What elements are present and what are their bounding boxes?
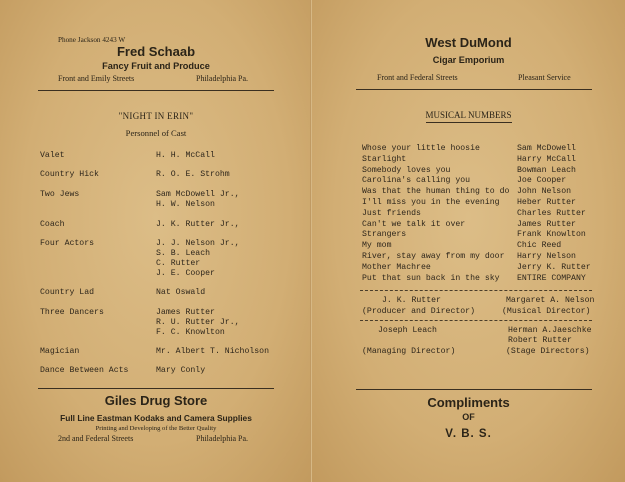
fred-schaab-city: Philadelphia Pa.: [196, 74, 248, 83]
song-performer: Harry McCall: [517, 154, 576, 164]
cast-actor: Mary Conly: [156, 366, 206, 375]
cast-actor: H. H. McCall: [156, 151, 215, 160]
cast-actor: Sam McDowell Jr.,: [156, 190, 240, 199]
song-title: River, stay away from my door: [362, 252, 505, 261]
giles-address: 2nd and Federal Streets: [58, 434, 134, 443]
giles-city: Philadelphia Pa.: [196, 434, 248, 443]
cast-role-dance-between-acts: Dance Between Acts: [40, 366, 129, 375]
top-divider: [38, 90, 274, 91]
stage-directors-role: (Stage Directors): [506, 347, 590, 356]
song-title: My mom: [362, 241, 392, 251]
song-title: Whose your little hoosie: [362, 144, 480, 153]
stage-director-name-1: Herman A.Jaeschke: [508, 326, 592, 335]
song-performer: John Nelson: [517, 187, 572, 197]
west-dumond-address: Front and Federal Streets: [377, 73, 458, 82]
bottom-divider: [356, 389, 592, 390]
musical-director-role: (Musical Director): [502, 307, 591, 316]
song-title: Just friends: [362, 208, 421, 218]
song-title: Starlight: [362, 154, 407, 164]
cast-actor: R. U. Rutter Jr.,: [156, 318, 240, 327]
cast-actor: Nat Oswald: [156, 288, 206, 297]
compliments-line1: Compliments: [427, 395, 510, 410]
managing-director-role: (Managing Director): [362, 347, 456, 356]
cast-actor: C. Rutter: [156, 259, 201, 268]
west-dumond-name: West DuMond: [425, 35, 512, 50]
play-title: "NIGHT IN ERIN": [118, 111, 194, 121]
fred-schaab-name: Fred Schaab: [116, 44, 196, 59]
song-title: I'll miss you in the evening: [362, 198, 500, 207]
phone-number: Phone Jackson 4243 W: [58, 36, 126, 44]
song-performer: Harry Nelson: [517, 252, 576, 261]
cast-actor: J. E. Cooper: [156, 269, 215, 278]
giles-line2: Printing and Developing of the Better Quality: [95, 425, 217, 432]
credits-divider-top: [360, 290, 592, 291]
musical-numbers-heading: MUSICAL NUMBERS: [425, 110, 512, 120]
producer-name: J. K. Rutter: [382, 296, 441, 305]
cast-actor: R. O. E. Strohm: [156, 170, 230, 179]
fred-schaab-address: Front and Emily Streets: [58, 74, 135, 83]
compliments-line2: OF: [462, 412, 475, 422]
song-performer: Joe Cooper: [517, 176, 567, 186]
cast-role-two-jews: Two Jews: [40, 190, 80, 199]
cast-role-three-dancers: Three Dancers: [40, 308, 104, 317]
song-performer: ENTIRE COMPANY: [517, 273, 586, 283]
cast-actor: S. B. Leach: [156, 249, 211, 258]
song-title: Somebody loves you: [362, 165, 451, 175]
song-performer: Jerry K. Rutter: [517, 262, 591, 272]
cast-actor: James Rutter: [156, 308, 215, 317]
musical-director-name: Margaret A. Nelson: [506, 296, 595, 305]
bottom-divider: [38, 388, 274, 389]
cast-role-country-hick: Country Hick: [40, 170, 99, 179]
top-divider: [356, 89, 592, 90]
cast-role-country-lad: Country Lad: [40, 288, 95, 297]
song-title: Can't we talk it over: [362, 219, 466, 229]
cast-actor: J. J. Nelson Jr.,: [156, 239, 240, 248]
cast-actor: F. C. Knowlton: [156, 328, 225, 337]
cast-actor: H. W. Nelson: [156, 200, 215, 209]
west-dumond-slogan: Pleasant Service: [518, 73, 571, 82]
managing-director-name: Joseph Leach: [378, 326, 437, 335]
cast-actor: J. K. Rutter Jr.,: [156, 220, 240, 229]
giles-drug-store-name: Giles Drug Store: [104, 393, 208, 408]
song-title: Strangers: [362, 230, 407, 240]
song-performer: Frank Knowlton: [517, 230, 586, 240]
song-performer: Sam McDowell: [517, 144, 576, 153]
right-page: [312, 0, 625, 482]
song-performer: Bowman Leach: [517, 165, 576, 175]
cast-actor: Mr. Albert T. Nicholson: [156, 347, 270, 356]
cast-role-coach: Coach: [40, 220, 65, 229]
song-title: Carolina's calling you: [362, 176, 471, 186]
song-performer: Chic Reed: [517, 241, 562, 251]
credits-divider-bottom: [360, 320, 592, 321]
giles-line1: Full Line Eastman Kodaks and Camera Supplies: [60, 413, 252, 423]
cast-heading: Personnel of Cast: [125, 128, 187, 138]
stage-director-name-2: Robert Rutter: [508, 336, 572, 345]
cast-role-valet: Valet: [40, 151, 65, 160]
left-page: [0, 0, 312, 482]
song-title: Mother Machree: [362, 262, 431, 272]
cast-role-four-actors: Four Actors: [40, 239, 95, 248]
song-performer: Heber Rutter: [517, 198, 576, 207]
compliments-line3: V. B. S.: [445, 428, 492, 440]
west-dumond-tagline: Cigar Emporium: [432, 55, 505, 65]
cast-role-magician: Magician: [40, 347, 80, 356]
heading-underline: [426, 122, 512, 123]
song-title: Was that the human thing to do: [362, 187, 510, 197]
song-performer: Charles Rutter: [517, 208, 586, 218]
producer-role: (Producer and Director): [362, 307, 476, 316]
song-performer: James Rutter: [517, 219, 576, 229]
fred-schaab-tagline: Fancy Fruit and Produce: [102, 61, 210, 71]
song-title: Put that sun back in the sky: [362, 273, 500, 283]
